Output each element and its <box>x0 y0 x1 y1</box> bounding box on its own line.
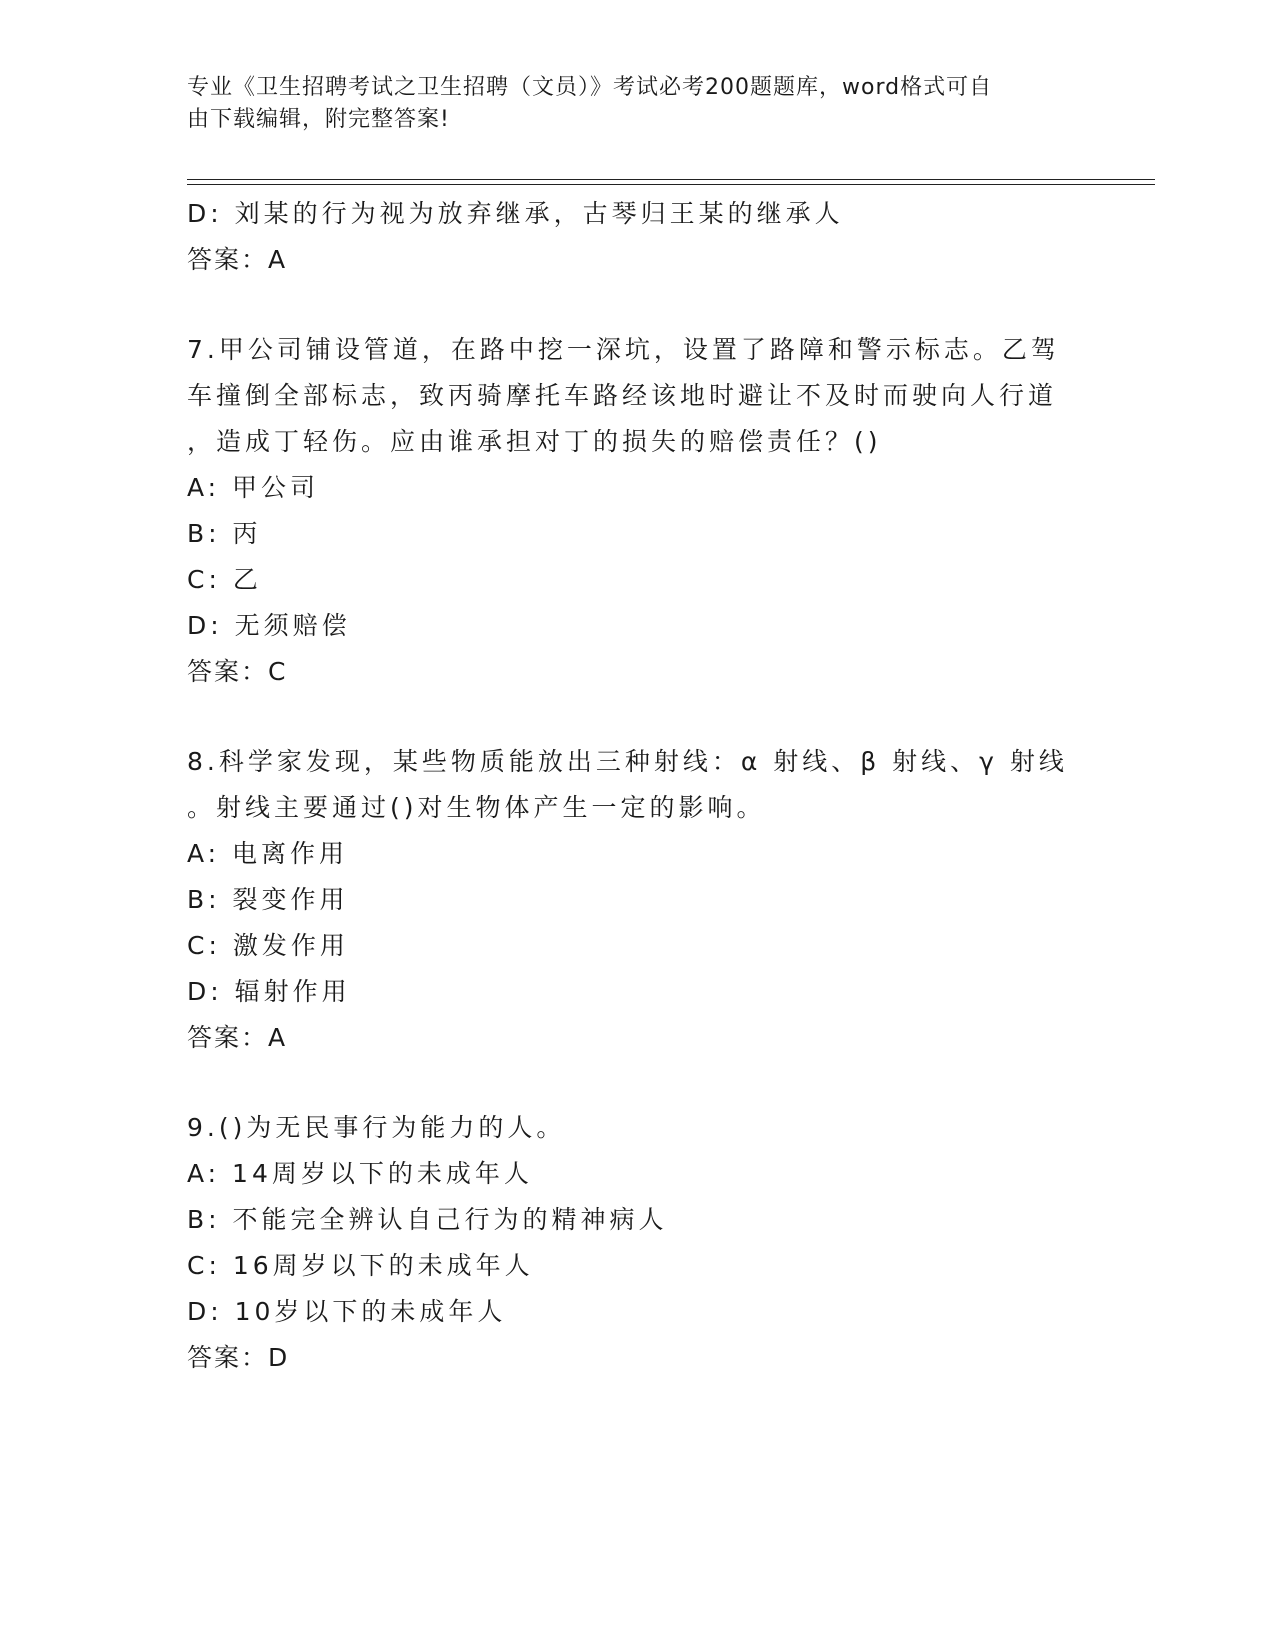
answer-line: 答案：A <box>187 245 288 274</box>
document-header <box>187 72 1067 136</box>
option-d: D: 10岁以下的未成年人 <box>187 1297 507 1326</box>
answer-line: 答案：D <box>187 1343 290 1372</box>
option-b: B: 裂变作用 <box>187 885 349 914</box>
header-divider-top <box>187 179 1155 180</box>
header-line-1: 专业《卫生招聘考试之卫生招聘（文员）》考试必考200题题库，word格式可自 <box>187 75 993 100</box>
option-a: A: 电离作用 <box>187 839 349 868</box>
header-divider-bottom <box>187 184 1155 185</box>
option-d: D: 无须赔偿 <box>187 611 351 640</box>
question-7 <box>187 327 1087 695</box>
option-b: B: 丙 <box>187 519 262 548</box>
header-line-2: 由下载编辑，附完整答案! <box>187 107 450 132</box>
option-d: D: 辐射作用 <box>187 977 351 1006</box>
option-c: C: 激发作用 <box>187 931 349 960</box>
question-text-line-2: 车撞倒全部标志，致丙骑摩托车路经该地时避让不及时而驶向人行道 <box>187 381 1058 410</box>
option-b: B: 不能完全辨认自己行为的精神病人 <box>187 1205 668 1234</box>
answer-line: 答案：C <box>187 657 288 686</box>
option-a: A: 14周岁以下的未成年人 <box>187 1159 533 1188</box>
spacer <box>187 695 1087 739</box>
previous-question-tail <box>187 191 1087 283</box>
option-d: D: 刘某的行为视为放弃继承，古琴归王某的继承人 <box>187 199 844 228</box>
question-text-line-1: 7.甲公司铺设管道，在路中挖一深坑，设置了路障和警示标志。乙驾 <box>187 335 1060 364</box>
question-text-line-1: 9.()为无民事行为能力的人。 <box>187 1113 566 1142</box>
option-c: C: 乙 <box>187 565 262 594</box>
question-9 <box>187 1105 1087 1381</box>
answer-line: 答案：A <box>187 1023 288 1052</box>
option-c: C: 16周岁以下的未成年人 <box>187 1251 534 1280</box>
question-8 <box>187 739 1087 1061</box>
question-text-line-1: 8.科学家发现，某些物质能放出三种射线：α 射线、β 射线、γ 射线 <box>187 747 1068 776</box>
spacer <box>187 1061 1087 1105</box>
option-a: A: 甲公司 <box>187 473 320 502</box>
spacer <box>187 283 1087 327</box>
question-text-line-2: 。射线主要通过()对生物体产生一定的影响。 <box>187 793 766 822</box>
document-body <box>187 191 1087 1381</box>
question-text-line-3: ，造成丁轻伤。应由谁承担对丁的损失的赔偿责任？() <box>187 427 882 456</box>
